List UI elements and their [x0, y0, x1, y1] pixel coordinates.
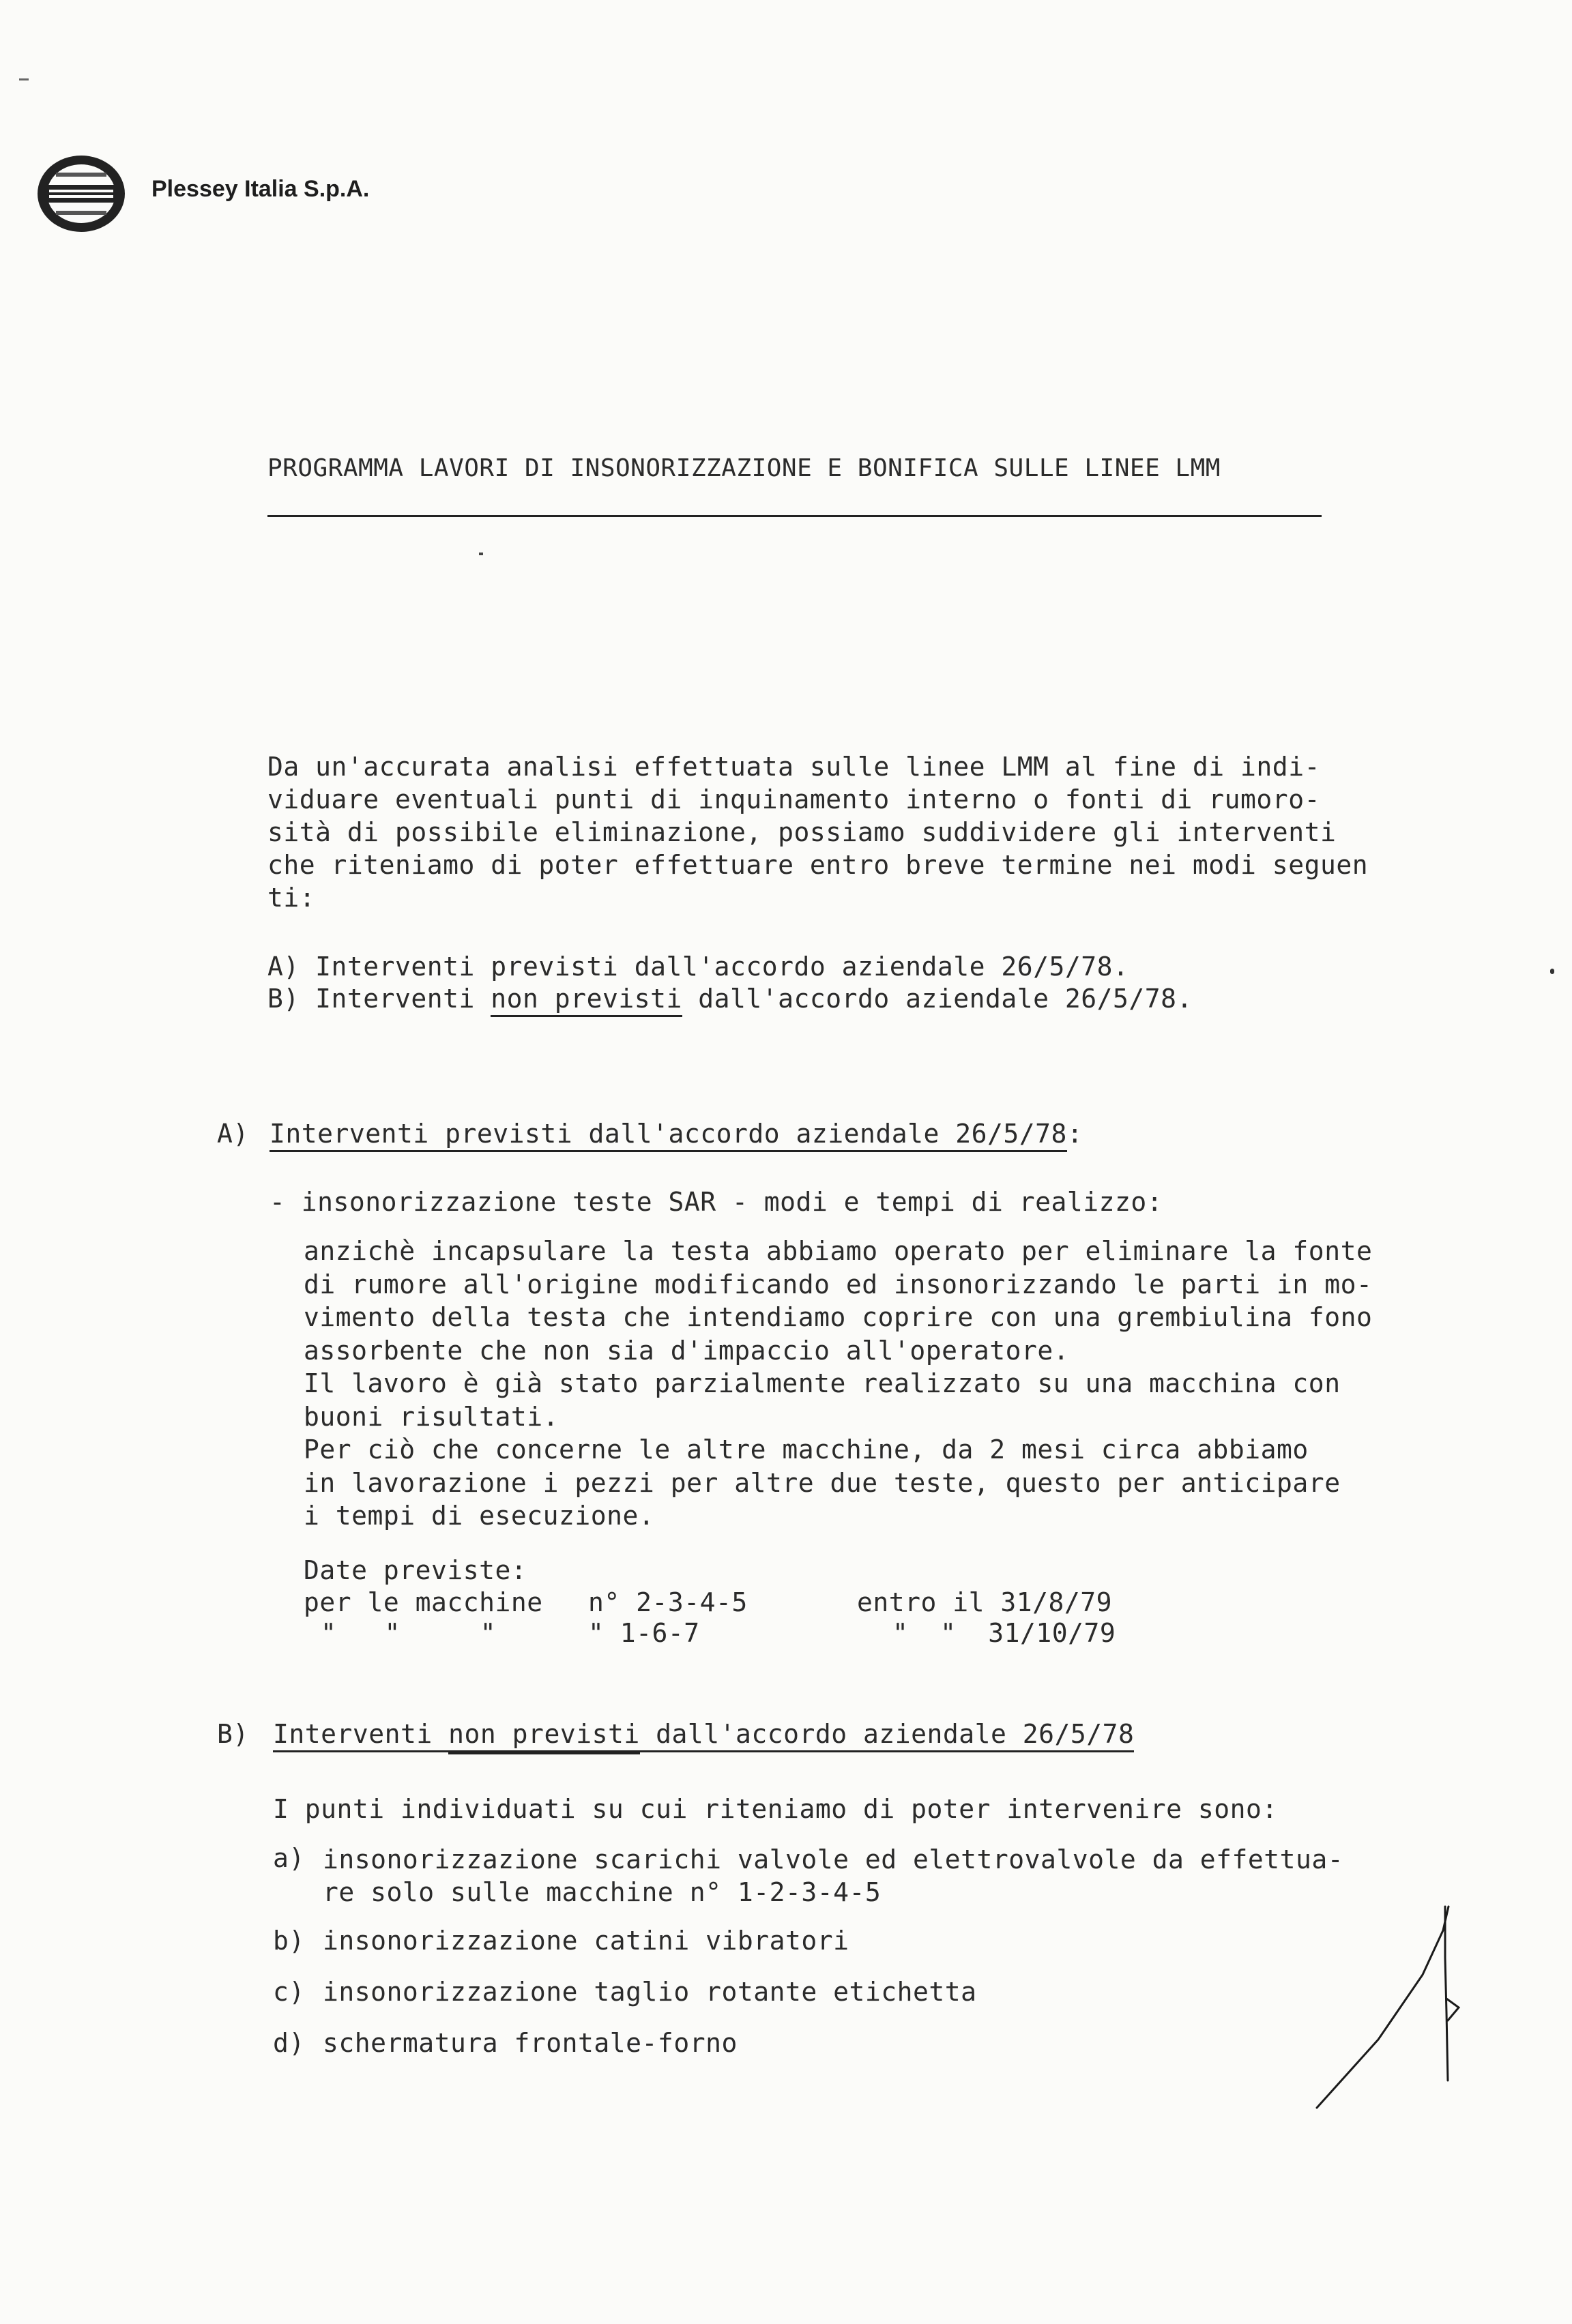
section-b-heading-suffix: dall'accordo aziendale 26/5/78 [640, 1719, 1135, 1752]
section-b-heading [273, 1719, 1134, 1749]
body-line: in lavorazione i pezzi per altre due teste, questo per anticipare [304, 1467, 1341, 1498]
item-c-text: insonorizzazione taglio rotante etichetta [323, 1977, 977, 2007]
body-line: Il lavoro è già stato parzialmente realizzato su una macchina con [304, 1368, 1341, 1398]
body-line: i tempi di esecuzione. [304, 1501, 655, 1531]
body-line: Per ciò che concerne le altre macchine, da 2 mesi circa abbiamo [304, 1435, 1309, 1465]
item-d-text: schermatura frontale-forno [323, 2028, 738, 2058]
section-b-marker: B) [217, 1719, 249, 1749]
dates-row-2-left: " " " [321, 1618, 497, 1648]
section-a-marker: A) [217, 1119, 249, 1149]
document-title: PROGRAMMA LAVORI DI INSONORIZZAZIONE E BONIFICA SULLE LINEE LMM [267, 454, 1221, 482]
speck [1550, 969, 1554, 974]
handwritten-page-number [1303, 1876, 1522, 2135]
section-a-heading-colon: : [1066, 1119, 1083, 1149]
summary-item-a: A) Interventi previsti dall'accordo aziendale 26/5/78. [267, 952, 1129, 982]
body-line: vimento della testa che intendiamo coprire con una grembiulina fono [304, 1302, 1373, 1332]
intro-line: ti: [267, 883, 316, 913]
dates-label: Date previste: [304, 1555, 527, 1585]
section-b-heading-prefix: Interventi [273, 1719, 448, 1752]
item-line: insonorizzazione scarichi valvole ed elettrovalvole da effettua- [323, 1844, 1344, 1874]
body-line: buoni risultati. [304, 1401, 559, 1432]
intro-paragraph [267, 750, 1368, 914]
speck [19, 78, 29, 80]
section-b-heading-emphasis: non previsti [448, 1719, 640, 1754]
item-c-marker: c) [273, 1977, 305, 2007]
summary-item-b-suffix: dall'accordo aziendale 26/5/78. [682, 984, 1193, 1014]
dates-row-2-num: " 1-6-7 [588, 1618, 700, 1648]
dates-row-1-right: entro il 31/8/79 [857, 1587, 1113, 1617]
item-a-marker: a) [273, 1843, 305, 1873]
body-line: assorbente che non sia d'impaccio all'operatore. [304, 1335, 1070, 1366]
section-a-heading [270, 1119, 1083, 1149]
section-a-heading-text: Interventi previsti dall'accordo aziendale 26/5/78 [270, 1119, 1067, 1152]
speck [479, 553, 483, 555]
body-line: di rumore all'origine modificando ed insonorizzando le parti in mo- [304, 1269, 1373, 1299]
summary-item-b [267, 984, 1193, 1014]
title-underline [267, 515, 1322, 517]
item-d-marker: d) [273, 2028, 305, 2058]
intro-line: sità di possibile eliminazione, possiamo suddividere gli interventi [267, 817, 1337, 847]
section-b-intro: I punti individuati su cui riteniamo di poter intervenire sono: [273, 1794, 1278, 1824]
section-a-body [304, 1235, 1372, 1533]
company-logo [35, 153, 127, 234]
item-b-text: insonorizzazione catini vibratori [323, 1926, 849, 1956]
item-line: re solo sulle macchine n° 1-2-3-4-5 [323, 1877, 882, 1907]
intro-line: che riteniamo di poter effettuare entro breve termine nei modi seguen [267, 850, 1369, 880]
dates-row-2-right: " " 31/10/79 [892, 1618, 1116, 1648]
item-b-marker: b) [273, 1926, 305, 1956]
section-a-bullet: - insonorizzazione teste SAR - modi e tempi di realizzo: [270, 1187, 1163, 1217]
body-line: anzichè incapsulare la testa abbiamo operato per eliminare la fonte [304, 1236, 1373, 1266]
dates-row-1-num: n° 2-3-4-5 [588, 1587, 748, 1617]
summary-item-b-emphasis: non previsti [491, 984, 682, 1017]
company-name: Plessey Italia S.p.A. [151, 176, 370, 202]
dates-row-1-left: per le macchine [304, 1587, 543, 1617]
intro-line: viduare eventuali punti di inquinamento interno o fonti di rumoro- [267, 784, 1320, 814]
item-a-text [323, 1843, 1343, 1909]
summary-item-b-prefix: B) Interventi [267, 984, 491, 1014]
intro-line: Da un'accurata analisi effettuata sulle linee LMM al fine di indi- [267, 752, 1320, 782]
